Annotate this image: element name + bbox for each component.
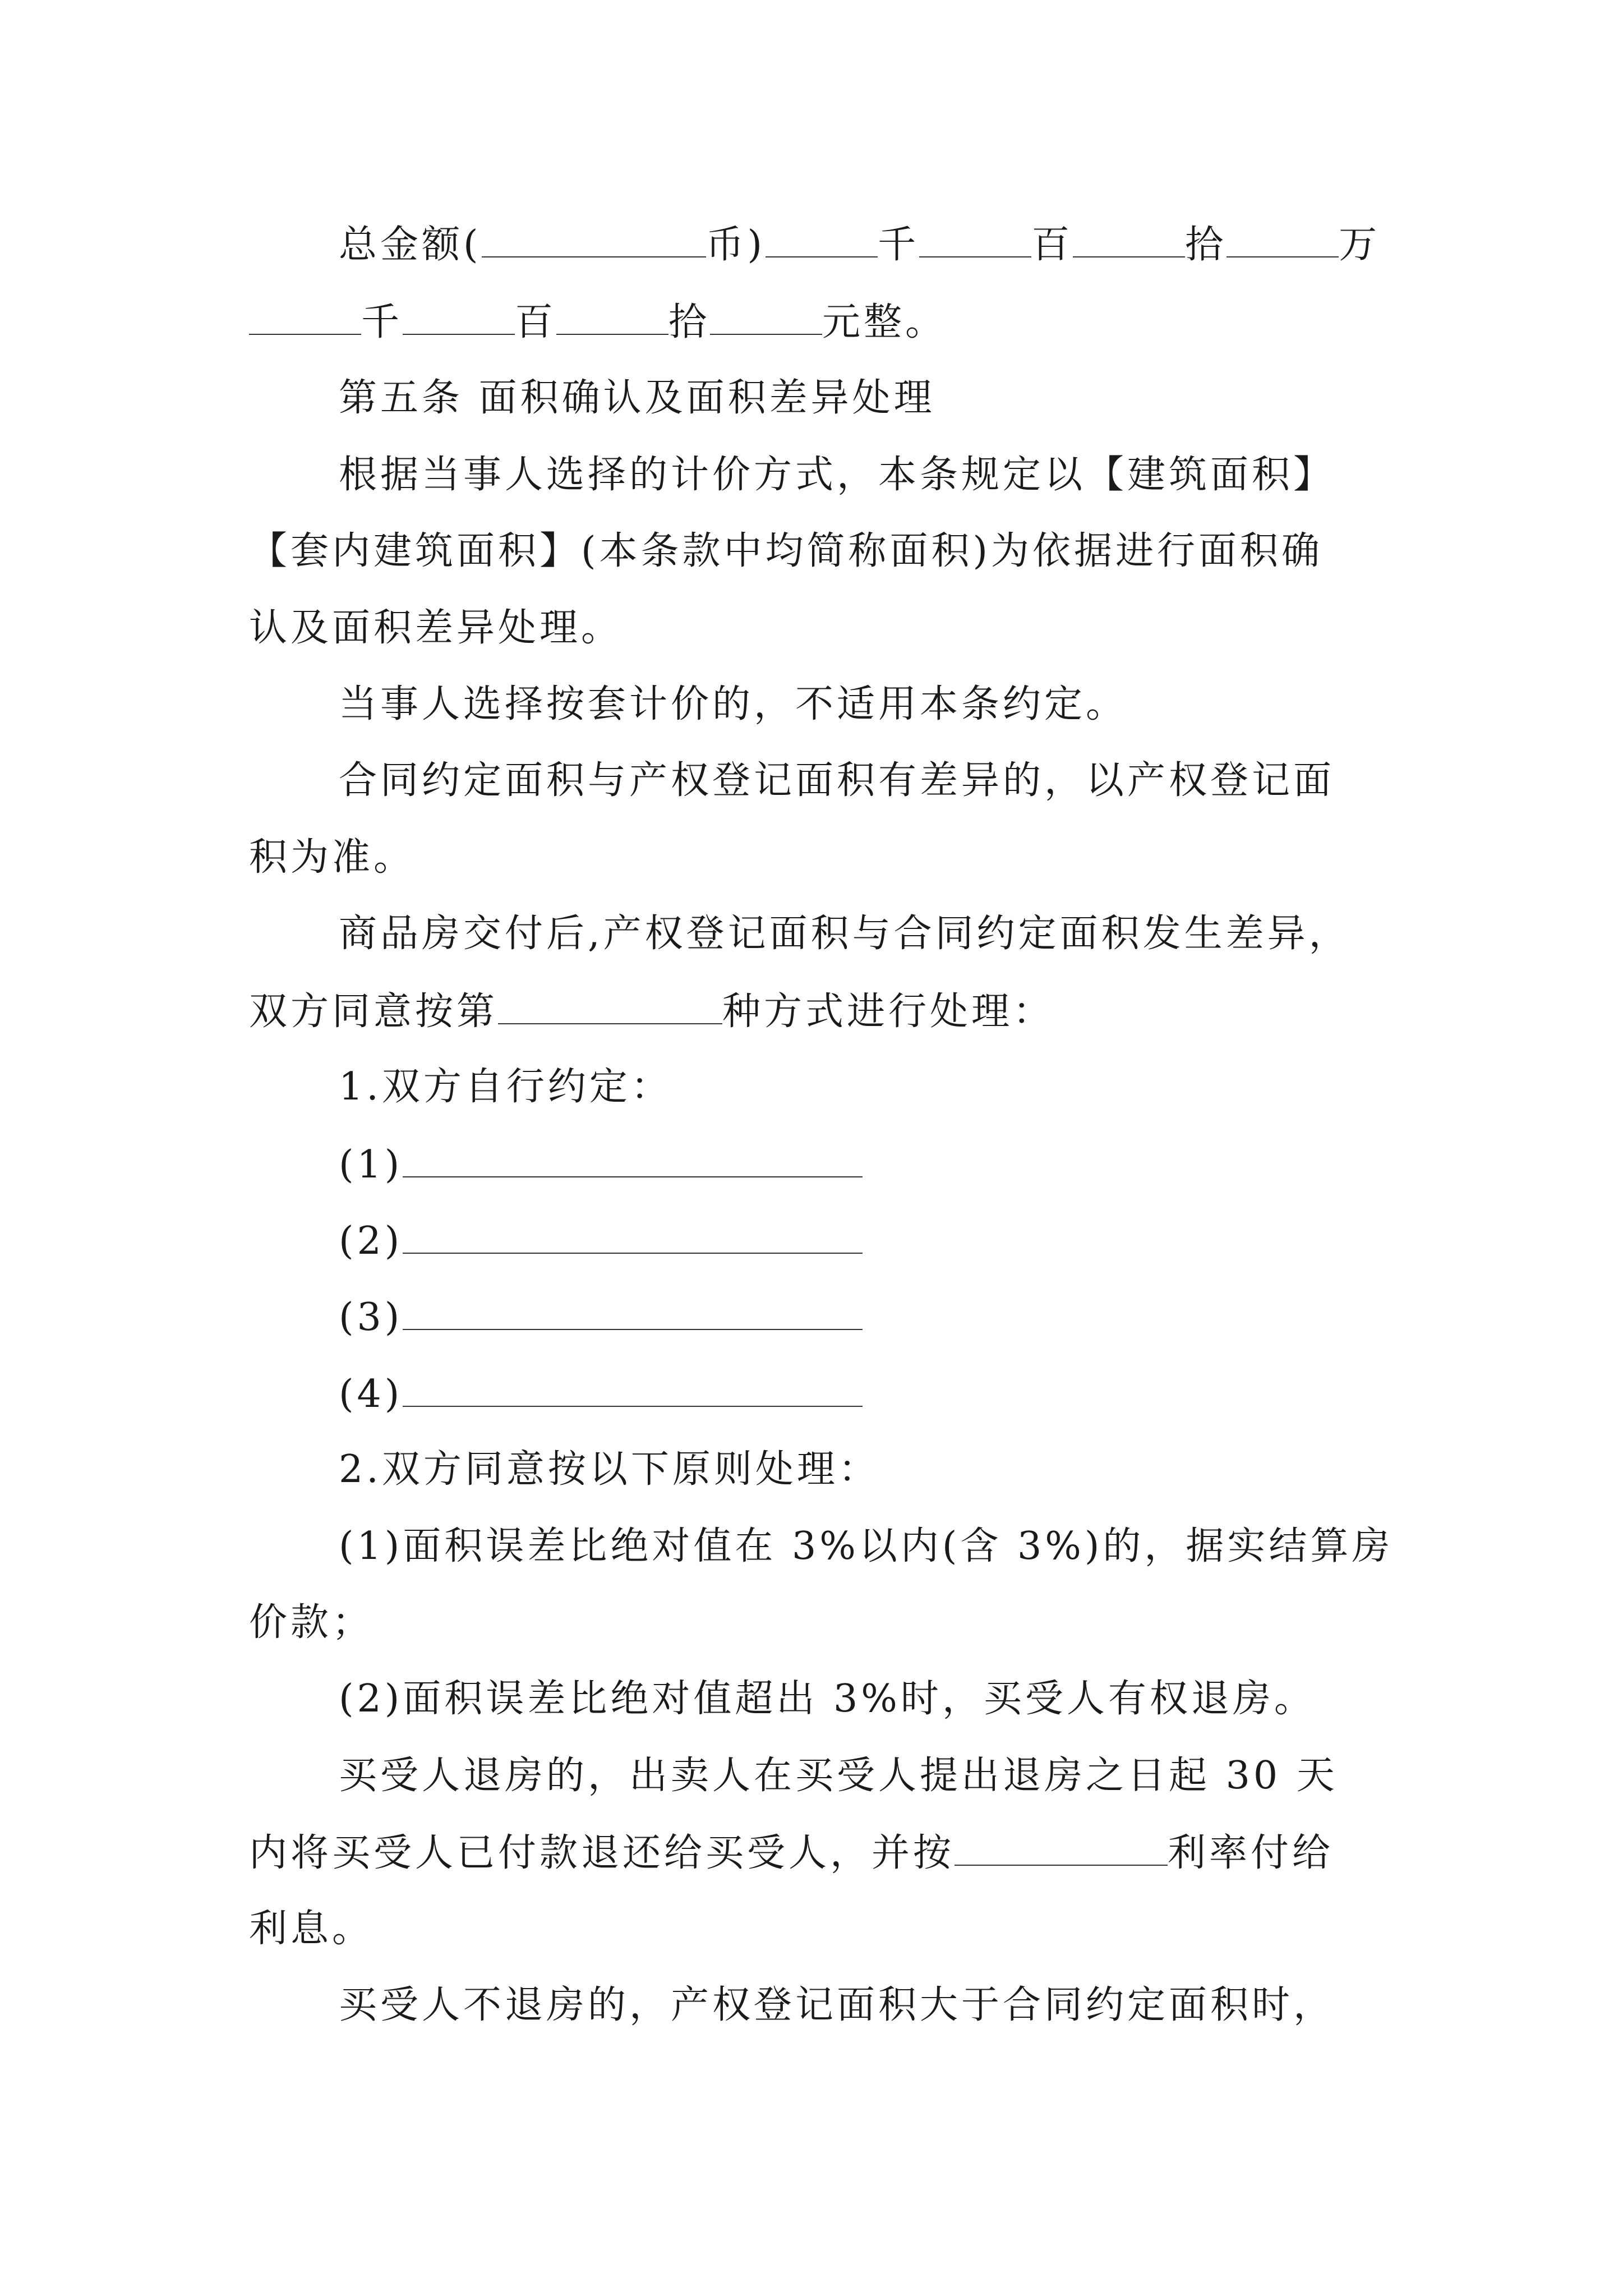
paragraph-line: 买受人退房的，出卖人在买受人提出退房之日起 30 天 bbox=[339, 1754, 1338, 1798]
paragraph-line: (1)面积误差比绝对值在 3%以内(含 3%)的，据实结算房 bbox=[339, 1524, 1394, 1568]
method-suffix: 种方式进行处理： bbox=[722, 990, 1055, 1034]
list-item bbox=[339, 1218, 1387, 1264]
amount-blank[interactable] bbox=[1073, 222, 1185, 257]
paragraph-line: (2)面积误差比绝对值超出 3%时，买受人有权退房。 bbox=[339, 1677, 1316, 1721]
list-item-blank[interactable] bbox=[403, 1294, 863, 1330]
amount-blank[interactable] bbox=[249, 299, 361, 335]
amount-blank[interactable] bbox=[403, 299, 515, 335]
unit-shi: 拾 bbox=[1185, 223, 1227, 267]
paragraph-line: 价款； bbox=[249, 1600, 374, 1645]
list-heading: 2.双方同意按以下原则处理： bbox=[339, 1447, 880, 1492]
unit-wan: 万 bbox=[1339, 223, 1381, 267]
paragraph-line: 认及面积差异处理。 bbox=[249, 606, 623, 650]
interest-line bbox=[249, 1830, 1387, 1876]
amount-blank[interactable] bbox=[766, 222, 878, 257]
amount-blank[interactable] bbox=[919, 222, 1031, 257]
unit-yuan: 元整。 bbox=[822, 300, 947, 344]
article-heading: 第五条 面积确认及面积差异处理 bbox=[339, 376, 935, 420]
list-item-label: (4) bbox=[339, 1372, 403, 1416]
paragraph-line: 合同约定面积与产权登记面积有差异的，以产权登记面 bbox=[339, 758, 1335, 803]
method-line bbox=[249, 988, 1387, 1034]
paragraph-line: 买受人不退房的，产权登记面积大于合同约定面积时， bbox=[339, 1983, 1335, 2027]
total-amount-label: 总金额( bbox=[339, 223, 482, 267]
list-item-label: (1) bbox=[339, 1143, 403, 1187]
unit-shi: 拾 bbox=[668, 300, 711, 344]
list-item-label: (2) bbox=[339, 1219, 403, 1263]
list-item-blank[interactable] bbox=[403, 1371, 863, 1407]
total-amount-line-2 bbox=[249, 299, 1387, 345]
unit-bai: 百 bbox=[1031, 223, 1073, 267]
amount-blank[interactable] bbox=[1227, 222, 1339, 257]
unit-qian: 千 bbox=[361, 300, 403, 344]
method-number-blank[interactable] bbox=[498, 988, 722, 1024]
interest-rate-blank[interactable] bbox=[955, 1830, 1168, 1866]
currency-suffix: 币) bbox=[706, 223, 766, 267]
paragraph-line: 当事人选择按套计价的，不适用本条约定。 bbox=[339, 682, 1128, 726]
interest-prefix: 内将买受人已付款退还给买受人，并按 bbox=[249, 1831, 955, 1875]
paragraph-line: 利息。 bbox=[249, 1907, 374, 1951]
paragraph-line: 商品房交付后,产权登记面积与合同约定面积发生差异， bbox=[339, 912, 1350, 956]
list-item bbox=[339, 1294, 1387, 1340]
unit-qian: 千 bbox=[878, 223, 920, 267]
paragraph-line: 【套内建筑面积】(本条款中均简称面积)为依据进行面积确 bbox=[249, 529, 1324, 573]
currency-blank[interactable] bbox=[482, 222, 706, 257]
method-prefix: 双方同意按第 bbox=[249, 990, 499, 1034]
total-amount-line bbox=[339, 222, 1387, 268]
list-item-blank[interactable] bbox=[403, 1142, 863, 1177]
interest-suffix: 利率付给 bbox=[1168, 1831, 1334, 1875]
list-heading: 1.双方自行约定： bbox=[339, 1065, 672, 1109]
list-item-blank[interactable] bbox=[403, 1218, 863, 1254]
paragraph-line: 积为准。 bbox=[249, 835, 416, 880]
paragraph-line: 根据当事人选择的计价方式，本条规定以【建筑面积】 bbox=[339, 453, 1335, 497]
amount-blank[interactable] bbox=[556, 299, 668, 335]
amount-blank[interactable] bbox=[710, 299, 822, 335]
list-item bbox=[339, 1371, 1387, 1417]
list-item-label: (3) bbox=[339, 1295, 403, 1340]
unit-bai: 百 bbox=[515, 300, 557, 344]
list-item bbox=[339, 1142, 1387, 1188]
